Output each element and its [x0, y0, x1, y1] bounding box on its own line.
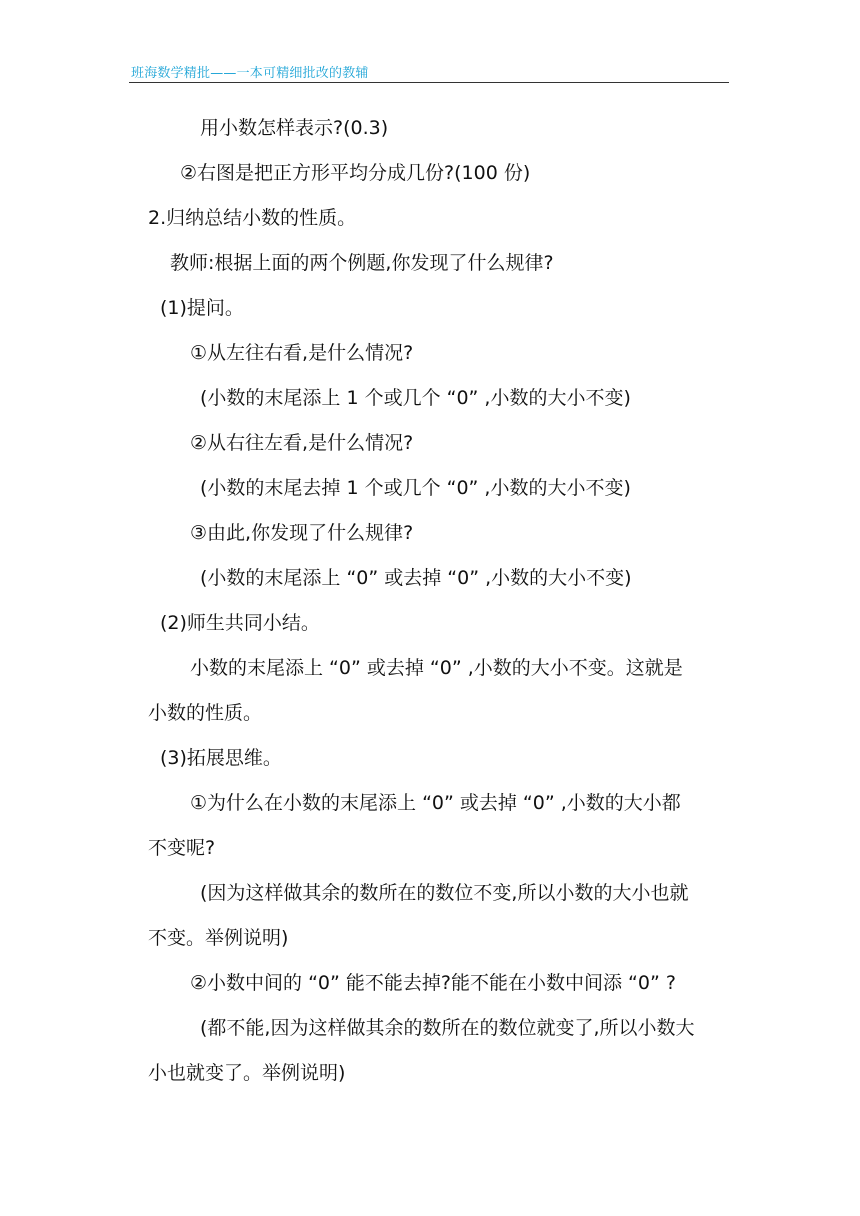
- text-line: (因为这样做其余的数所在的数位不变,所以小数的大小也就: [200, 882, 689, 904]
- header-divider: [129, 82, 729, 83]
- text-line: 小也就变了。举例说明): [148, 1062, 346, 1084]
- text-line: 小数的性质。: [148, 702, 263, 724]
- text-line: (小数的末尾添上 1 个或几个 “0” ,小数的大小不变): [200, 387, 631, 409]
- text-line: (1)提问。: [160, 297, 244, 319]
- text-line: 用小数怎样表示?(0.3): [200, 117, 389, 139]
- text-line: 教师:根据上面的两个例题,你发现了什么规律?: [170, 252, 554, 274]
- text-line: (小数的末尾去掉 1 个或几个 “0” ,小数的大小不变): [200, 477, 631, 499]
- page-header: 班海数学精批——一本可精细批改的教辅: [131, 66, 369, 81]
- text-line: 不变呢?: [148, 837, 216, 859]
- text-line: ①为什么在小数的末尾添上 “0” 或去掉 “0” ,小数的大小都: [190, 792, 681, 814]
- text-line: ②小数中间的 “0” 能不能去掉?能不能在小数中间添 “0” ?: [190, 972, 676, 994]
- text-line: (都不能,因为这样做其余的数所在的数位就变了,所以小数大: [200, 1017, 695, 1039]
- text-line: 小数的末尾添上 “0” 或去掉 “0” ,小数的大小不变。这就是: [190, 657, 683, 679]
- text-line: 2.归纳总结小数的性质。: [148, 207, 357, 229]
- text-line: (小数的末尾添上 “0” 或去掉 “0” ,小数的大小不变): [200, 567, 632, 589]
- text-line: (2)师生共同小结。: [160, 612, 320, 634]
- text-line: ③由此,你发现了什么规律?: [190, 522, 414, 544]
- text-line: ②从右往左看,是什么情况?: [190, 432, 414, 454]
- text-line: ②右图是把正方形平均分成几份?(100 份): [180, 162, 531, 184]
- text-line: (3)拓展思维。: [160, 747, 282, 769]
- text-line: 不变。举例说明): [148, 927, 289, 949]
- text-line: ①从左往右看,是什么情况?: [190, 342, 414, 364]
